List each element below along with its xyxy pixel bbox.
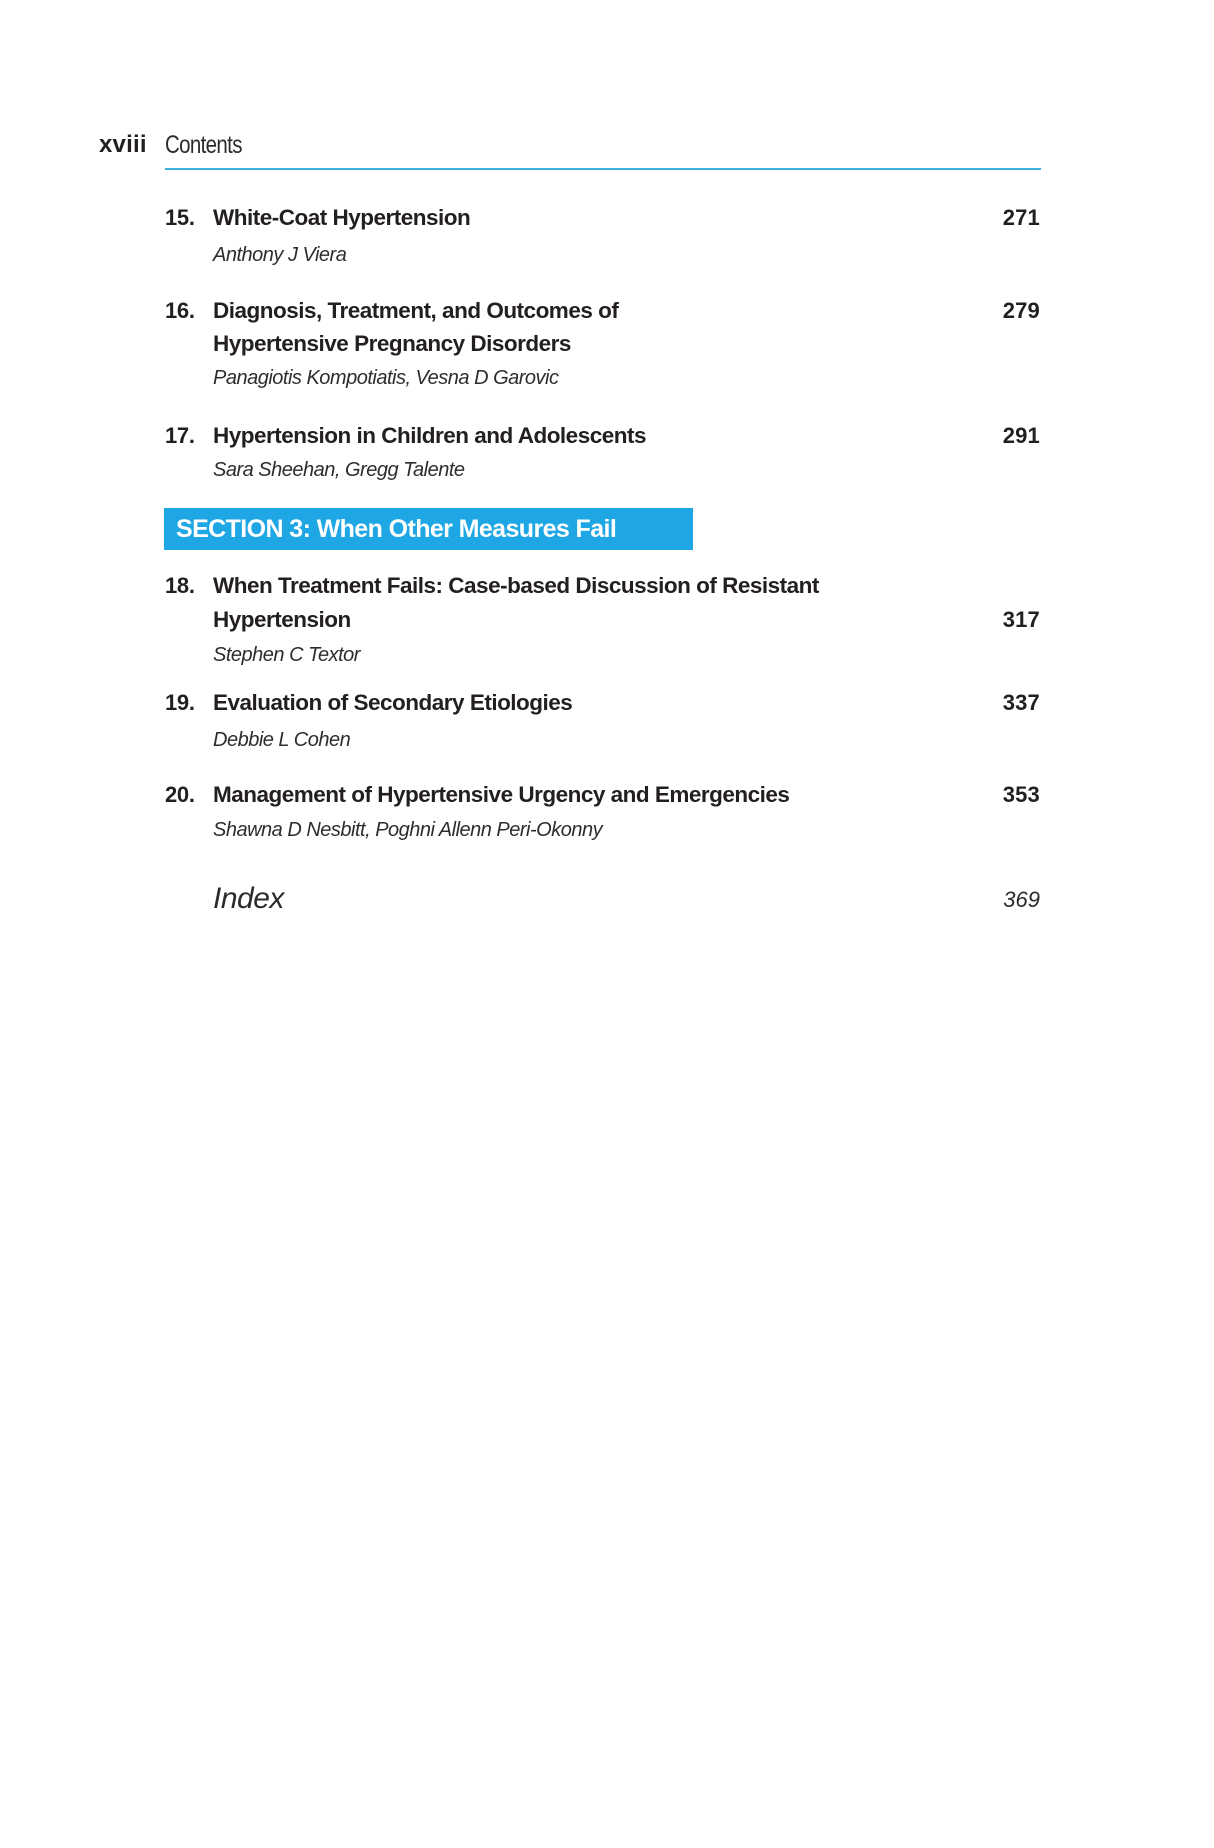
chapter-title[interactable]: Hypertension in Children and Adolescents [213,423,646,448]
chapter-title[interactable]: When Treatment Fails: Case-based Discussion of Resistant [213,573,819,598]
chapter-authors: Debbie L Cohen [213,729,351,751]
chapter-page[interactable]: 337 [1002,690,1040,715]
chapter-page[interactable]: 271 [1002,205,1040,230]
chapter-authors: Stephen C Textor [213,644,360,666]
section-title: SECTION 3: When Other Measures Fail [176,515,617,543]
page-folio: xviii [99,131,147,158]
index-link[interactable]: Index [213,882,284,915]
chapter-page[interactable]: 353 [1002,782,1040,807]
chapter-authors: Shawna D Nesbitt, Poghni Allenn Peri-Okonny [213,819,603,841]
chapter-authors: Sara Sheehan, Gregg Talente [213,459,465,481]
chapter-number: 17. [165,423,195,448]
chapter-number: 18. [165,573,195,598]
index-page[interactable]: 369 [1003,887,1040,912]
chapter-title[interactable]: Evaluation of Secondary Etiologies [213,690,573,715]
chapter-title-continued[interactable]: Hypertension [213,607,351,632]
chapter-number: 20. [165,782,195,807]
chapter-number: 19. [165,690,195,715]
chapter-page[interactable]: 291 [1002,423,1040,448]
chapter-authors: Anthony J Viera [213,244,347,266]
chapter-number: 15. [165,205,195,230]
chapter-page[interactable]: 317 [1002,607,1040,632]
chapter-page[interactable]: 279 [1002,298,1040,323]
header-rule [165,168,1041,170]
chapter-title[interactable]: Management of Hypertensive Urgency and Emergencies [213,782,790,807]
running-title: Contents [165,131,242,159]
chapter-title[interactable]: White-Coat Hypertension [213,205,471,230]
chapter-number: 16. [165,298,195,323]
chapter-title[interactable]: Diagnosis, Treatment, and Outcomes of [213,298,619,323]
chapter-title-continued[interactable]: Hypertensive Pregnancy Disorders [213,331,571,356]
chapter-authors: Panagiotis Kompotiatis, Vesna D Garovic [213,367,559,389]
section-banner[interactable] [164,508,693,550]
